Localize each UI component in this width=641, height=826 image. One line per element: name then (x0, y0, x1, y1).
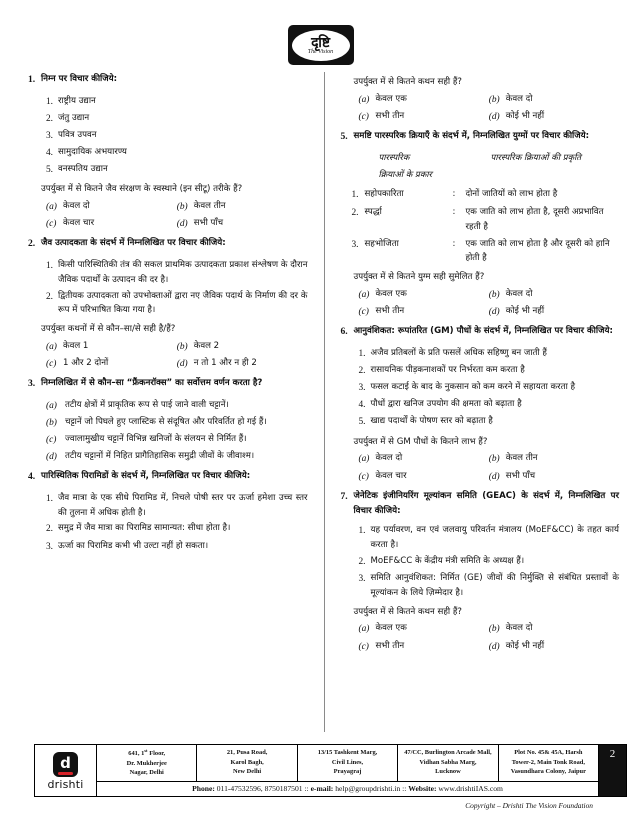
statement-text: पवित्र उपवन (58, 129, 97, 140)
option-text: केवल दो (505, 288, 533, 299)
question-2 (28, 236, 308, 253)
question-1-number: 1. (28, 74, 36, 85)
statement-number: 2. (358, 556, 366, 567)
option-key: (b) (488, 289, 500, 300)
question-4 (28, 469, 308, 486)
pair-right: एक जाति को लाभ होता है, दूसरी अप्रभावित रहती है (465, 207, 604, 232)
option-key: (a) (46, 341, 57, 352)
option-d[interactable] (177, 216, 308, 232)
statement-text: जैव मात्रा के एक सीधे पिरामिड में, निचले पोषी स्तर पर ऊर्जा हमेशा उच्च स्तर की तुलना में अधिक होती है। (58, 492, 308, 518)
option-text: कोई भी नहीं (505, 640, 545, 651)
option-text: तटीय क्षेत्रों में प्राकृतिक रूप से पाई जाने वाली चट्टानें। (65, 399, 229, 410)
option-text: केवल एक (375, 288, 407, 299)
website-value[interactable]: www.drishtiIAS.com (436, 784, 503, 793)
option-key: (a) (358, 289, 370, 300)
statement-item (354, 397, 620, 413)
option-b[interactable] (177, 199, 308, 215)
option-key: (b) (46, 417, 57, 428)
statement-text: राष्ट्रीय उद्यान (58, 95, 96, 106)
logo-english-text: The Vision (307, 48, 334, 55)
question-2-lead: उपर्युक्त कथनों में से कौन–सा/से सही है/हैं? (41, 324, 176, 335)
pair-row (341, 187, 620, 203)
statement-number: 3. (45, 130, 53, 141)
question-5-options (359, 287, 620, 320)
question-5 (341, 129, 620, 146)
option-key: (b) (488, 454, 500, 465)
option-text: कोई भी नहीं (505, 110, 545, 121)
drishti-d-icon (53, 752, 78, 777)
option-key: (a) (358, 454, 370, 465)
pair-number: 2. (351, 208, 359, 219)
pair-number: 3. (351, 239, 359, 250)
question-4-options (359, 92, 620, 125)
question-3-options (46, 398, 308, 466)
option-key: (a) (358, 624, 370, 635)
option-b[interactable] (177, 339, 308, 355)
pair-separator: : (452, 207, 456, 218)
statement-text: जंतु उद्यान (58, 112, 90, 123)
option-key: (d) (488, 111, 500, 122)
statement-text: किसी पारिस्थितिकी तंत्र की सकल प्राथमिक उत्पादकता प्रकाश संश्लेषण के दौरान जैविक पदार्थों के उत्पादन की दर है। (58, 259, 308, 285)
option-text: केवल दो (505, 93, 533, 104)
logo-hindi-text: दृष्टि (311, 34, 330, 51)
pair-separator: : (452, 188, 456, 199)
statement-number: 1. (45, 96, 53, 107)
option-key: (c) (358, 471, 369, 482)
pair-number: 1. (351, 189, 359, 200)
address-prayagraj: 13/15 Tashkent Marg, Civil Lines, Prayagraj (298, 745, 398, 781)
question-6-number: 6. (340, 326, 348, 338)
question-5-number: 5. (340, 131, 348, 143)
question-6-statements (354, 346, 620, 431)
pair-left: सहभोजिता (364, 238, 399, 249)
pair-table-rows (341, 187, 620, 266)
option-b[interactable] (489, 92, 619, 108)
statement-text: खाद्य पदार्थों के पोषण स्तर को बढ़ाता है (370, 416, 493, 427)
option-text: केवल चार (375, 470, 407, 481)
question-3-text: निम्नलिखित में से कौन–सा “फ्रैंकनरॉक्स” का सर्वोत्तम वर्णन करता है? (41, 378, 263, 389)
statement-item (41, 145, 308, 161)
logo-wordmark: drishti (47, 777, 84, 791)
statement-text: पौधों द्वारा खनिज उपयोग की क्षमता को बढ़ाता है (370, 399, 522, 410)
footer-contact-line (97, 781, 598, 796)
option-c[interactable] (359, 469, 489, 485)
left-column (28, 72, 324, 732)
option-text: न तो 1 और न ही 2 (193, 358, 257, 369)
option-text: सभी पाँच (505, 470, 536, 481)
question-1-lead: उपर्युक्त में से कितने जैव संरक्षण के स्वस्थाने (इन सीटू) तरीके हैं? (41, 184, 243, 195)
address-delhi: 641, 1st Floor, Dr. Mukherjee Nagar, Delhi (97, 745, 197, 781)
option-a[interactable] (46, 339, 177, 355)
question-7-lead: उपर्युक्त में से कितने कथन सही हैं? (353, 606, 462, 617)
option-a[interactable] (359, 92, 489, 108)
option-a[interactable] (359, 451, 489, 467)
email-value[interactable]: help@groupdrishti.in :: (333, 784, 409, 793)
address-new-delhi: 21, Pusa Road, Karol Bagh, New Delhi (197, 745, 297, 781)
question-6-options (359, 451, 620, 484)
statement-item (354, 346, 620, 362)
statement-item (41, 539, 308, 555)
question-2-options (46, 339, 308, 372)
statement-number: 3. (45, 541, 53, 552)
statement-text: ऊर्जा का पिरामिड कभी भी उल्टा नहीं हो सकता। (58, 540, 209, 551)
statement-item (354, 380, 620, 396)
option-key: (d) (176, 359, 188, 370)
statement-number: 2. (358, 365, 366, 376)
option-key: (c) (46, 435, 57, 446)
option-a[interactable] (46, 398, 308, 414)
email-label: e-mail: (310, 784, 334, 793)
question-7 (341, 489, 620, 519)
statement-text: वनस्पतिय उद्यान (58, 164, 108, 175)
pair-right: एक जाति को लाभ होता है और दूसरी को हानि होती है (465, 238, 610, 264)
question-7-text: जेनेटिक इंजीनियरिंग मूल्यांकन समिति (GEAC) के संदर्भ में, निम्नलिखित पर विचार कीजिये: (353, 490, 619, 516)
statement-item (41, 162, 308, 178)
option-a[interactable] (46, 199, 177, 215)
option-a[interactable] (359, 287, 489, 303)
statement-item (354, 414, 620, 430)
option-key: (b) (176, 202, 188, 213)
option-key: (d) (488, 307, 500, 318)
statement-text: यह पर्यावरण, वन एवं जलवायु परिवर्तन मंत्रालय (MoEF&CC) के तहत कार्य करता है। (370, 525, 619, 551)
statement-number: 5. (45, 165, 53, 176)
statement-number: 1. (45, 260, 53, 271)
option-text: 1 और 2 दोनों (63, 358, 109, 369)
option-key: (a) (46, 202, 57, 213)
statement-number: 1. (358, 348, 366, 359)
question-5-text: समष्टि पारस्परिक क्रियाएँ के संदर्भ में, निम्नलिखित युग्मों पर विचार कीजिये: (353, 131, 590, 142)
option-text: केवल 1 (63, 340, 89, 351)
option-c[interactable] (46, 432, 308, 448)
option-c[interactable] (359, 639, 489, 655)
statement-number: 1. (45, 493, 53, 504)
pair-right: दोनों जातियों को लाभ होता है (465, 188, 558, 199)
footer-drishti-logo (35, 745, 97, 796)
option-b[interactable] (489, 451, 619, 467)
statement-item (354, 523, 620, 553)
footer-address-row (97, 745, 598, 781)
option-c[interactable] (359, 304, 489, 320)
statement-item (41, 128, 308, 144)
option-text: सभी पाँच (193, 218, 224, 229)
page-footer (34, 744, 627, 810)
pair-left: स्पर्द्धा (364, 207, 382, 218)
option-d[interactable] (489, 469, 619, 485)
logo-oval (292, 30, 350, 61)
drishti-logo (288, 25, 354, 65)
question-1-text: निम्न पर विचार कीजिये: (41, 74, 118, 84)
statement-number: 3. (358, 383, 366, 394)
statement-number: 4. (45, 148, 53, 159)
option-key: (d) (488, 641, 500, 652)
pair-table-header (379, 151, 620, 166)
option-a[interactable] (359, 621, 489, 637)
statement-text: MoEF&CC के केंद्रीय मंत्री समिति के अध्यक्ष हैं। (370, 555, 525, 566)
option-key: (c) (358, 307, 369, 318)
option-d[interactable] (489, 639, 619, 655)
option-text: सभी तीन (375, 110, 405, 121)
question-4-lead: उपर्युक्त में से कितने कथन सही हैं? (353, 77, 462, 87)
page-header (0, 0, 641, 72)
question-5-lead: उपर्युक्त में से कितने युग्म सही सुमेलित हैं? (353, 272, 485, 283)
option-d[interactable] (489, 109, 619, 125)
option-text: केवल तीन (505, 453, 538, 464)
option-text: केवल दो (505, 623, 533, 634)
option-b[interactable] (489, 287, 619, 303)
statement-number: 2. (45, 524, 53, 535)
pair-separator: : (452, 238, 456, 249)
option-key: (b) (176, 341, 188, 352)
website-label: Website: (408, 784, 437, 793)
pair-header-left-line2: क्रियाओं के प्रकार (378, 170, 433, 181)
option-key: (c) (46, 359, 57, 370)
copyright-notice: Copyright – Drishti The Vision Foundation (465, 801, 593, 810)
footer-contact-table (34, 744, 627, 797)
option-c[interactable] (359, 109, 489, 125)
right-column (324, 72, 620, 732)
statement-item (354, 571, 620, 601)
pair-row (341, 237, 620, 267)
question-2-number: 2. (28, 238, 36, 250)
question-6-text: आनुवंशिकत: रूपांतरित (GM) पौधों के संदर्भ में, निम्नलिखित पर विचार कीजिये: (353, 326, 613, 337)
question-2-statements (41, 258, 308, 318)
option-key: (a) (358, 94, 370, 105)
statement-number: 4. (358, 400, 366, 411)
statement-text: सामुदायिक अभयारण्य (58, 147, 127, 158)
option-c[interactable] (46, 216, 177, 232)
address-jaipur: Plot No. 45& 45A, Harsh Tower-2, Main Tonk Road, Vasundhara Colony, Jaipur (510, 749, 586, 776)
statement-number: 2. (45, 113, 53, 124)
option-key: (c) (358, 641, 369, 652)
address-lucknow: 47/CC, Burlington Arcade Mall, Vidhan Sabha Marg, Lucknow (398, 745, 498, 781)
question-1-options (46, 199, 308, 232)
option-c[interactable] (46, 356, 177, 372)
option-key: (b) (488, 624, 500, 635)
statement-item (354, 363, 620, 379)
option-key: (d) (176, 219, 188, 230)
statement-text: समुद्र में जैव मात्रा का पिरामिड सामान्यत: सीधा होता है। (58, 523, 231, 534)
option-text: सभी तीन (375, 640, 405, 651)
statement-item (41, 94, 308, 110)
option-text: केवल दो (375, 453, 403, 464)
option-text: कोई भी नहीं (505, 306, 545, 317)
option-text: केवल चार (63, 218, 95, 229)
statement-number: 2. (45, 291, 53, 302)
footer-right (97, 745, 598, 796)
option-text: ज्वालामुखीय चट्टानें विभिन्न खनिजों के संलयन से निर्मित हैं। (65, 434, 247, 445)
question-4-number: 4. (28, 471, 36, 483)
question-columns (0, 72, 641, 732)
option-text: केवल एक (375, 93, 407, 104)
option-text: केवल तीन (193, 201, 226, 212)
question-1 (28, 72, 308, 89)
pair-row (341, 205, 620, 235)
option-text: सभी तीन (375, 306, 405, 317)
option-text: चट्टानें जो पिघले हुए प्लास्टिक से संदूषित और परिवर्तित हो गई हैं। (65, 416, 267, 427)
statement-item (41, 111, 308, 127)
question-4-statements (41, 491, 308, 555)
question-1-statements (41, 94, 308, 179)
question-4-text: पारिस्थितिक पिरामिडों के संदर्भ में, निम्नलिखित पर विचार कीजिये: (41, 471, 251, 482)
option-text: केवल 2 (193, 340, 220, 351)
statement-item (41, 521, 308, 537)
option-key: (b) (488, 94, 500, 105)
phone-value: 011-47532596, 8750187501 :: (214, 784, 311, 793)
option-d[interactable] (46, 449, 308, 465)
question-7-options (359, 621, 620, 654)
logo-letter: d (60, 753, 71, 772)
option-key: (a) (46, 400, 57, 411)
question-6-lead: उपर्युक्त में से GM पौधों के कितने लाभ हैं? (353, 436, 488, 447)
page-number: 2 (598, 745, 626, 796)
statement-item (41, 289, 308, 319)
statement-text: रासायनिक पीड़कनाशकों पर निर्भरता कम करता है (370, 364, 525, 375)
statement-number: 5. (358, 417, 366, 428)
phone-label: Phone: (192, 784, 215, 793)
question-7-statements (354, 523, 620, 600)
option-d[interactable] (489, 304, 619, 320)
option-d[interactable] (177, 356, 308, 372)
question-3 (28, 376, 308, 393)
option-text: केवल एक (375, 623, 407, 634)
statement-number: 1. (358, 526, 366, 537)
option-b[interactable] (46, 415, 308, 431)
option-text: तटीय चट्टानों में निहित प्रागैतिहासिक समुद्री जीवों के जीवाश्म। (65, 451, 255, 462)
option-key: (c) (46, 219, 57, 230)
statement-text: समिति आनुवंशिकत: निर्मित (GE) जीवों की निर्मुक्ति से संबंधित प्रस्तावों के मूल्यांकन के लिये ज़िम्मेदार है। (370, 573, 619, 598)
question-2-text: जैव उत्पादकता के संदर्भ में निम्नलिखित पर विचार कीजिये: (41, 238, 226, 249)
option-key: (d) (488, 471, 500, 482)
logo-red-bar (58, 772, 73, 775)
statement-item (354, 554, 620, 570)
statement-text: फसल कटाई के बाद के नुकसान को कम करने में सहायता करता है (370, 382, 576, 393)
statement-number: 3. (358, 574, 366, 585)
statement-item (41, 258, 308, 288)
option-key: (d) (46, 452, 57, 463)
question-7-number: 7. (340, 490, 348, 502)
pair-header-left: पारस्परिक (378, 152, 410, 163)
statement-text: द्वितीयक उत्पादकता को उपभोक्ताओं द्वारा नए जैविक पदार्थ के निर्माण की दर के रूप में परिभाषित किया गया है। (58, 290, 308, 316)
pair-header-right: पारस्परिक क्रियाओं की प्रकृति (490, 152, 582, 163)
option-text: केवल दो (63, 201, 90, 212)
statement-item (41, 491, 308, 521)
question-3-number: 3. (28, 378, 36, 390)
statement-text: अजैव प्रतिबलों के प्रति फसलें अधिक सहिष्णु बन जाती हैं (370, 347, 547, 358)
pair-left: सहोपकारिता (364, 188, 404, 199)
option-b[interactable] (489, 621, 619, 637)
question-6 (341, 324, 620, 341)
option-key: (c) (358, 111, 369, 122)
